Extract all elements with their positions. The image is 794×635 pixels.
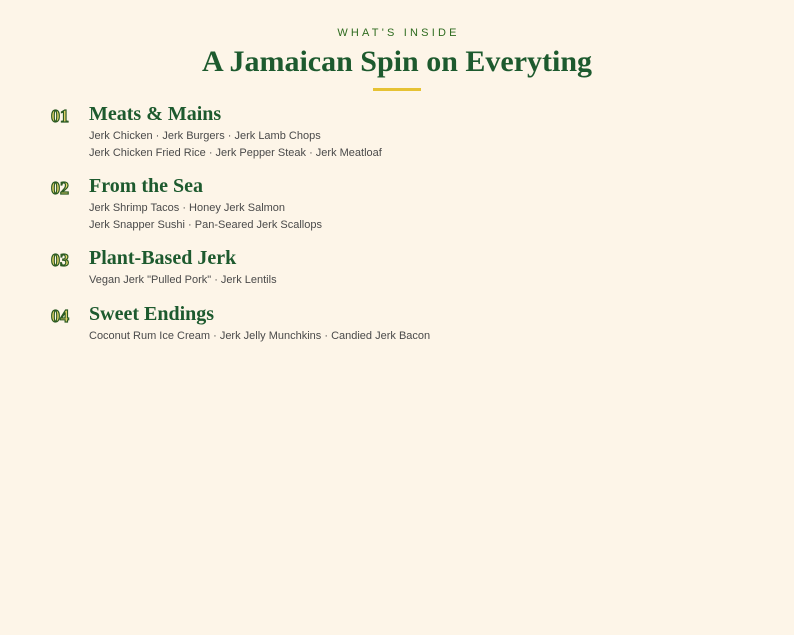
section-title: Meats & Mains [89, 103, 222, 125]
section-items-line: Jerk Snapper Sushi · Pan-Seared Jerk Scallops [89, 219, 322, 231]
page-header [0, 26, 794, 91]
section-items-line: Coconut Rum Ice Cream · Jerk Jelly Munchkins · Candied Jerk Bacon [89, 330, 431, 342]
section-body [89, 246, 277, 289]
section-items-line: Vegan Jerk "Pulled Pork" · Jerk Lentils [89, 274, 277, 286]
section-body [89, 102, 382, 162]
section-number: 03 [51, 250, 69, 270]
section-number: 01 [51, 106, 69, 126]
section-number: 02 [51, 178, 69, 198]
section-number: 04 [51, 306, 69, 326]
section-items-line: Jerk Chicken Fried Rice · Jerk Pepper Steak · Jerk Meatloaf [89, 147, 382, 159]
section-items-line: Jerk Chicken · Jerk Burgers · Jerk Lamb Chops [89, 130, 321, 142]
page-title: A Jamaican Spin on Everyting [201, 45, 593, 78]
section-items-line: Jerk Shrimp Tacos · Honey Jerk Salmon [89, 202, 286, 214]
section-title: Sweet Endings [89, 303, 215, 325]
title-underline [373, 88, 421, 91]
section-body [89, 174, 322, 234]
section-title: From the Sea [89, 175, 204, 197]
section-body [89, 302, 430, 345]
eyebrow-label: WHAT'S INSIDE [337, 27, 460, 39]
section-title: Plant-Based Jerk [89, 247, 237, 269]
